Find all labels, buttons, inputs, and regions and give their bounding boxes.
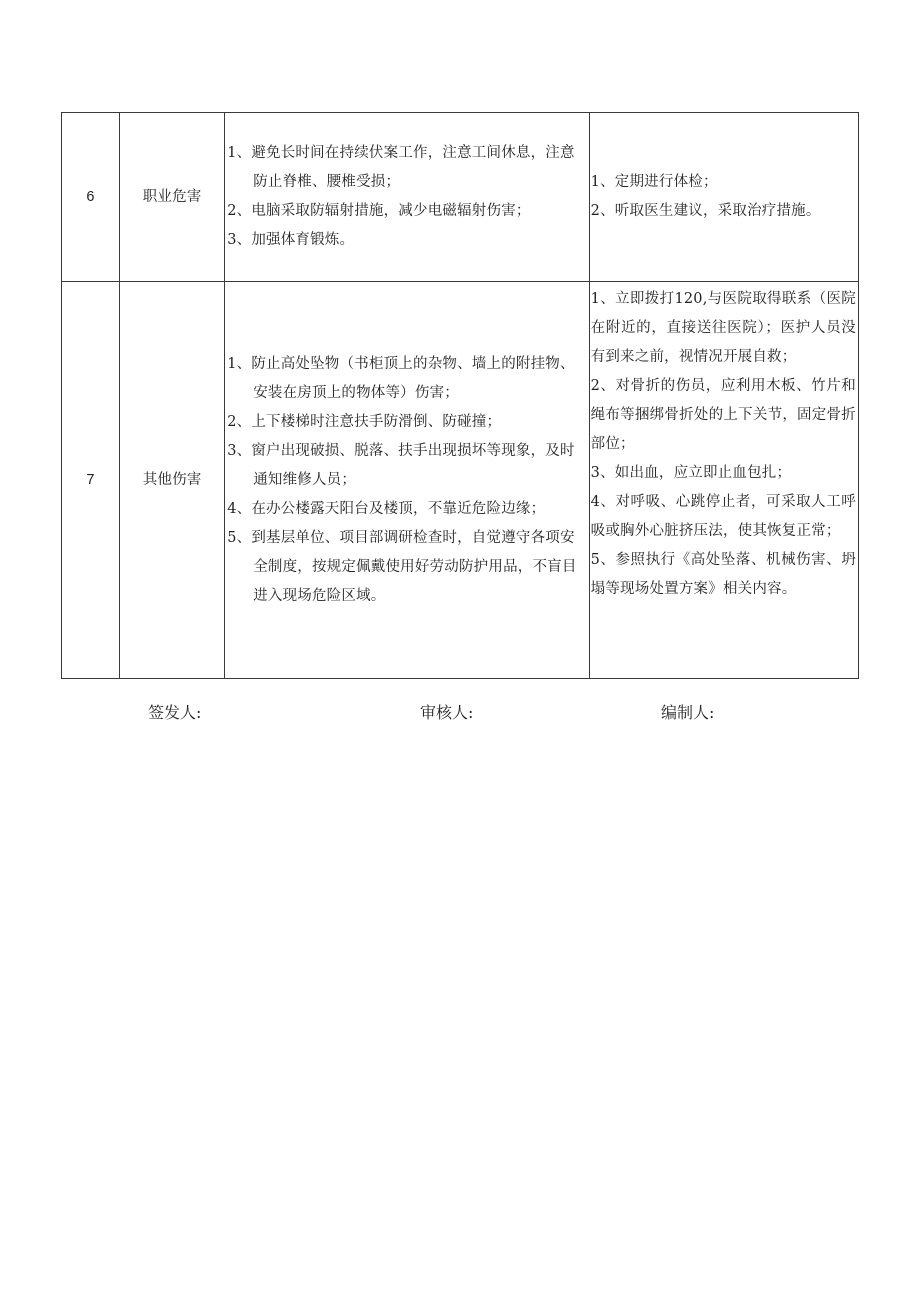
- measure-item: 3、窗户出现破损、脱落、扶手出现损坏等现象，及时通知维修人员；: [227, 442, 575, 488]
- measure-item: 5、到基层单位、项目部调研检查时，自觉遵守各项安全制度，按规定佩戴使用好劳动防护用品，不盲目进入现场危险区域。: [227, 529, 577, 604]
- hazard-category: 其他伤害: [120, 282, 225, 679]
- issuer-label: 签发人:: [148, 703, 202, 722]
- hazard-category: 职业危害: [120, 113, 225, 282]
- response-item: 2、听取医生建议，采取治疗措施。: [590, 203, 821, 219]
- emergency-response: [589, 282, 858, 679]
- response-item: 3、如出血，应立即止血包扎；: [590, 465, 792, 481]
- emergency-response: [589, 113, 858, 282]
- response-item: 1、立即拨打120,与医院取得联系（医院在附近的，直接送往医院）；医护人员没有到来之前，视情况开展自救；: [590, 291, 856, 365]
- measure-item: 1、防止高处坠物（书柜顶上的杂物、墙上的附挂物、安装在房顶上的物体等）伤害；: [227, 355, 575, 401]
- response-item: 2、对骨折的伤员，应利用木板、竹片和绳布等捆绑骨折处的上下关节，固定骨折部位；: [590, 378, 856, 452]
- hazard-measures-table: [61, 112, 859, 679]
- compiler-label: 编制人:: [661, 703, 715, 722]
- table-row-6: [62, 113, 859, 282]
- response-item: 1、定期进行体检；: [590, 174, 718, 190]
- row-number: 7: [62, 282, 120, 679]
- prevention-measures: [225, 282, 589, 679]
- response-item: 5、参照执行《高处坠落、机械伤害、坍塌等现场处置方案》相关内容。: [590, 552, 856, 597]
- reviewer-label: 审核人:: [420, 703, 474, 722]
- table-row-7: [62, 282, 859, 679]
- measure-item: 4、在办公楼露天阳台及楼顶，不靠近危险边缘；: [227, 500, 546, 517]
- measure-item: 2、上下楼梯时注意扶手防滑倒、防碰撞；: [227, 413, 502, 430]
- response-item: 4、对呼吸、心跳停止者，可采取人工呼吸或胸外心脏挤压法，使其恢复正常；: [590, 494, 856, 539]
- measure-item: 3、加强体育锻炼。: [227, 232, 355, 248]
- row-number: 6: [62, 113, 120, 282]
- measure-item: 2、电脑采取防辐射措施，减少电磁辐射伤害；: [227, 203, 531, 219]
- measure-item: 1、避免长时间在持续伏案工作，注意工间休息，注意防止脊椎、腰椎受损；: [227, 145, 575, 190]
- signature-footer: [0, 700, 920, 730]
- prevention-measures: [225, 113, 589, 282]
